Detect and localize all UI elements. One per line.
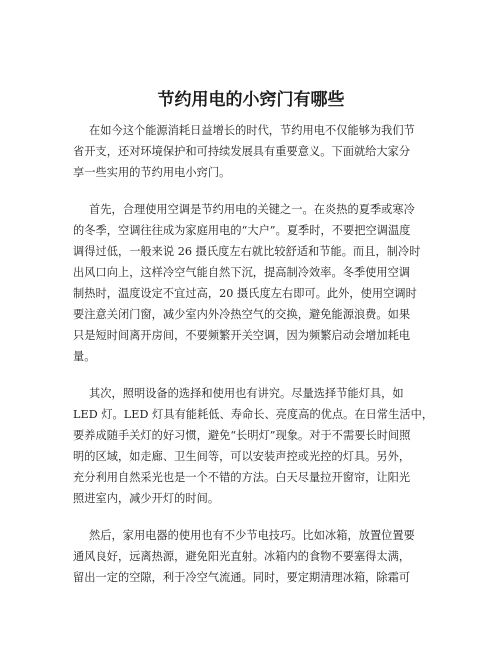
text-line: 在如今这个能源消耗日益增长的时代，节约用电不仅能够为我们节 xyxy=(89,124,415,137)
text-line: 只是短时间离开房间，不要频繁开关空调，因为频繁启动会增加耗电 xyxy=(73,329,411,342)
text-line: 量。 xyxy=(73,350,96,363)
text-line: 首先，合理使用空调是节约用电的关键之一。在炎热的夏季或寒冷 xyxy=(89,203,415,216)
text-line: 要养成随手关灯的好习惯，避免“长明灯”现象。对于不需要长时间照 xyxy=(73,429,411,442)
text-line: 调得过低，一般来说 26 摄氏度左右就比较舒适和节能。而且，制冷时 xyxy=(73,245,421,258)
text-line: 其次，照明设备的选择和使用也有讲究。尽量选择节能灯具，如 xyxy=(89,387,404,400)
text-line: LED 灯。LED 灯具有能耗低、寿命长、亮度高的优点。在日常生活中， xyxy=(73,408,434,421)
text-line: 通风良好，远离热源，避免阳光直射。冰箱内的食物不要塞得太满， xyxy=(73,550,411,563)
text-line: 享一些实用的节约用电小窍门。 xyxy=(73,166,231,179)
text-line: 出风口向上，这样冷空气能自然下沉，提高制冷效率。冬季使用空调 xyxy=(73,266,411,279)
text-line: 的冬季，空调往往成为家庭用电的“大户”。夏季时，不要把空调温度 xyxy=(73,224,411,237)
text-line: 照进室内，减少开灯的时间。 xyxy=(73,492,220,505)
text-line: 明的区域，如走廊、卫生间等，可以安装声控或光控的灯具。另外， xyxy=(73,450,411,463)
text-line: 制热时，温度设定不宜过高，20 摄氏度左右即可。此外，使用空调时 xyxy=(73,287,417,300)
text-line: 要注意关闭门窗，减少室内外冷热空气的交换，避免能源浪费。如果 xyxy=(73,308,411,321)
text-line: 省开支，还对环境保护和可持续发展具有重要意义。下面就给大家分 xyxy=(73,145,411,158)
text-line: 留出一定的空隙，利于冷空气流通。同时，要定期清理冰箱，除霜可 xyxy=(73,571,411,584)
page-title: 节约用电的小窍门有哪些 xyxy=(157,90,345,110)
text-line: 充分利用自然采光也是一个不错的方法。白天尽量拉开窗帘，让阳光 xyxy=(73,471,411,484)
text-line: 然后，家用电器的使用也有不少节电技巧。比如冰箱，放置位置要 xyxy=(89,529,415,542)
